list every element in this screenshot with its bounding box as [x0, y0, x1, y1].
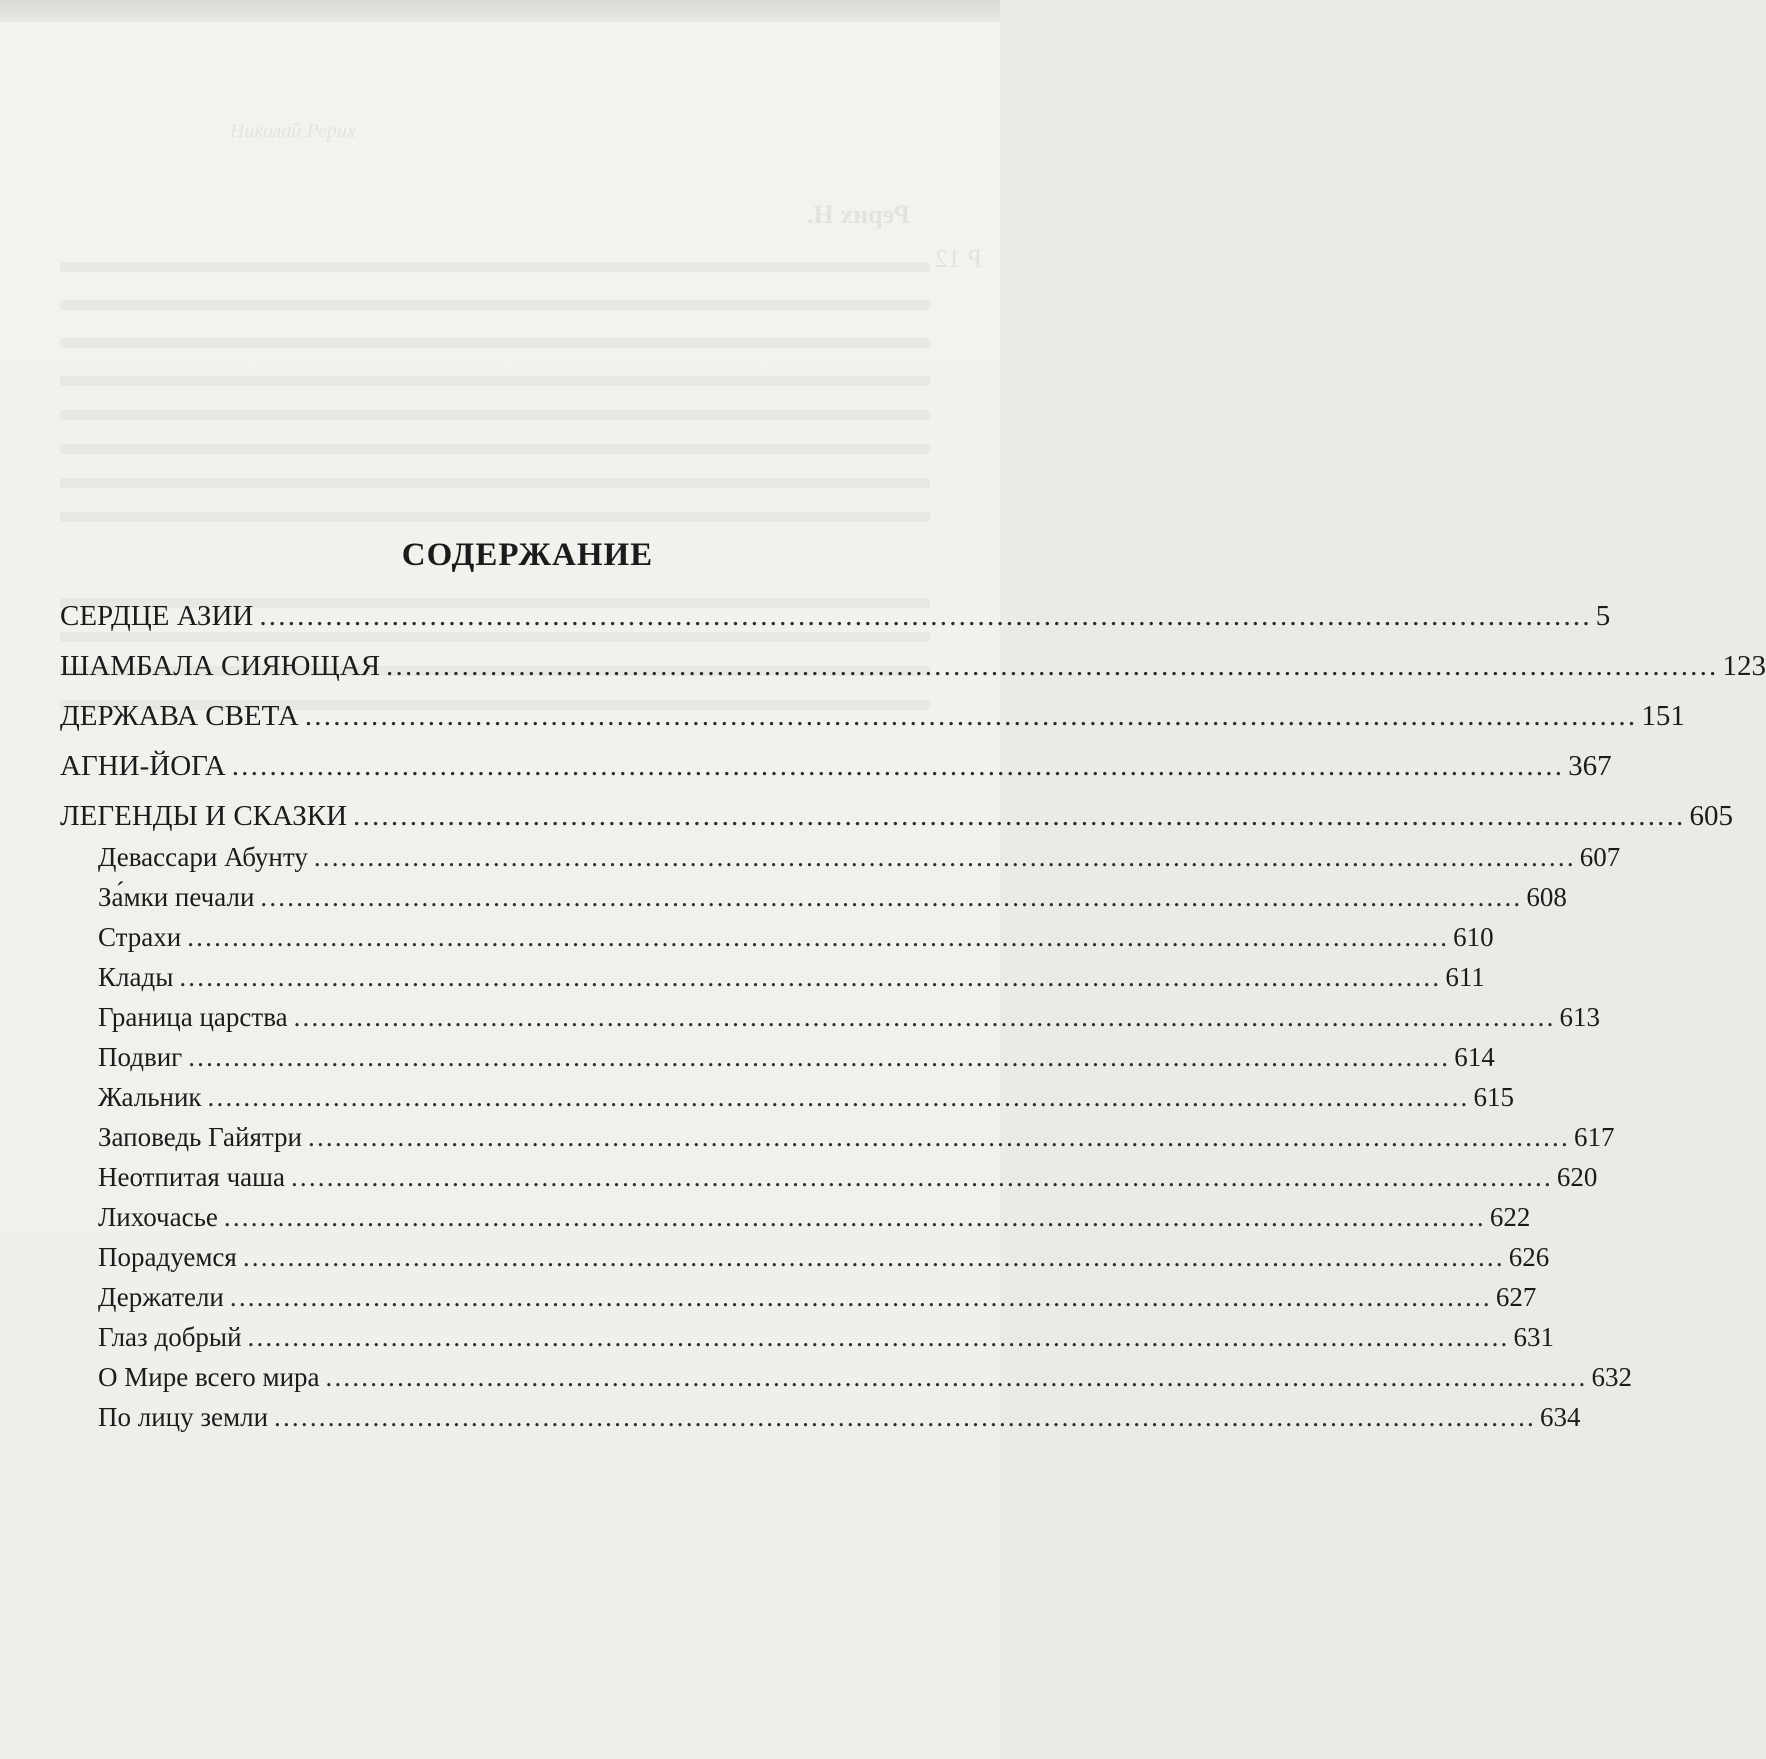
toc-entry-title: ШАМБАЛА СИЯЮЩАЯ — [60, 650, 381, 682]
toc-story-entry — [98, 1082, 1514, 1120]
toc-page-number: 617 — [1573, 1122, 1615, 1152]
dot-leader: ............................................................................................................................................. — [207, 1082, 1470, 1112]
dot-leader: ............................................................................................................................................. — [247, 1322, 1510, 1352]
toc-page-number: 611 — [1445, 962, 1485, 992]
toc-story-entry — [98, 1042, 1495, 1080]
toc-section-entry — [60, 750, 1612, 790]
toc-story-entry — [98, 1322, 1554, 1360]
toc-page-number: 367 — [1568, 750, 1612, 782]
dot-leader: ............................................................................................................................................. — [386, 650, 1719, 682]
toc-page-number: 627 — [1495, 1282, 1537, 1312]
toc-story-entry — [98, 1002, 1601, 1040]
toc-entry-title: ЛЕГЕНДЫ И СКАЗКИ — [60, 800, 348, 832]
toc-entry-title: О Мире всего мира — [98, 1362, 320, 1392]
dot-leader: ............................................................................................................................................. — [229, 1282, 1492, 1312]
dot-leader: ............................................................................................................................................. — [188, 1042, 1451, 1072]
toc-section-entry — [60, 650, 1766, 690]
toc-entry-title: Клады — [98, 962, 174, 992]
dot-leader: ............................................................................................................................................. — [242, 1242, 1505, 1272]
toc-story-entry — [98, 1242, 1550, 1280]
toc-entry-title: Порадуемся — [98, 1242, 237, 1272]
toc-story-entry — [98, 1162, 1598, 1200]
toc-page-number: 123 — [1722, 650, 1766, 682]
toc-page-number: 608 — [1526, 882, 1567, 912]
toc-entry-title: За́мки печали — [98, 882, 255, 912]
toc-entry-title: Девассари Абунту — [98, 842, 308, 872]
dot-leader: ............................................................................................................................................. — [325, 1362, 1588, 1392]
dot-leader: ............................................................................................................................................. — [231, 750, 1565, 782]
show-through-author: Рерих Н. — [807, 200, 910, 229]
toc-story-entry — [98, 1402, 1581, 1440]
dot-leader: ............................................................................................................................................. — [223, 1202, 1486, 1232]
toc-page-number: 622 — [1489, 1202, 1531, 1232]
toc-entry-title: ДЕРЖАВА СВЕТА — [60, 700, 299, 732]
dot-leader: ............................................................................................................................................. — [308, 1122, 1570, 1152]
dot-leader: ............................................................................................................................................. — [179, 962, 1442, 992]
toc-entry-title: Жальник — [98, 1082, 202, 1112]
dot-leader: ............................................................................................................................................. — [313, 842, 1576, 872]
toc-entry-title: Неотпитая чаша — [98, 1162, 285, 1192]
toc-story-entry — [98, 1362, 1632, 1400]
dot-leader: ............................................................................................................................................. — [293, 1002, 1556, 1032]
dot-leader: ............................................................................................................................................. — [353, 800, 1686, 832]
show-through-code: Р 12 — [935, 244, 982, 273]
toc-page-number: 626 — [1508, 1242, 1550, 1272]
toc-page-number: 613 — [1559, 1002, 1601, 1032]
toc-entry-title: Держатели — [98, 1282, 224, 1312]
toc-entry-title: АГНИ-ЙОГА — [60, 750, 226, 782]
toc-page-number: 634 — [1539, 1402, 1581, 1432]
toc-entry-title: Граница царства — [98, 1002, 288, 1032]
dot-leader: ............................................................................................................................................. — [187, 922, 1450, 952]
toc-page-number: 151 — [1641, 700, 1685, 732]
toc-story-entry — [98, 962, 1485, 1000]
toc-page-number: 620 — [1556, 1162, 1598, 1192]
toc-page-number: 5 — [1595, 600, 1611, 632]
toc-story-entry — [98, 922, 1494, 960]
dot-leader: ............................................................................................................................................. — [290, 1162, 1553, 1192]
toc-section-entry — [60, 600, 1611, 640]
toc-entry-title: Заповедь Гайятри — [98, 1122, 302, 1152]
dot-leader: ............................................................................................................................................. — [304, 700, 1638, 732]
toc-page-number: 605 — [1689, 800, 1733, 832]
toc-page-number: 632 — [1591, 1362, 1632, 1392]
toc-page-number: 610 — [1453, 922, 1494, 952]
toc-page-number: 615 — [1473, 1082, 1514, 1112]
toc-section-entry — [60, 800, 1733, 840]
toc-story-entry — [98, 1282, 1537, 1320]
toc-story-entry — [98, 1122, 1615, 1160]
toc-story-entry — [98, 842, 1621, 880]
dot-leader: ............................................................................................................................................. — [259, 600, 1592, 632]
toc-story-entry — [98, 882, 1567, 920]
toc-page-number: 614 — [1454, 1042, 1495, 1072]
toc-page-number: 631 — [1513, 1322, 1554, 1352]
toc-entry-title: СЕРДЦЕ АЗИИ — [60, 600, 254, 632]
dot-leader: ............................................................................................................................................. — [260, 882, 1523, 912]
toc-entry-title: Страхи — [98, 922, 182, 952]
dot-leader: ............................................................................................................................................. — [274, 1402, 1536, 1432]
page-title: СОДЕРЖАНИЕ — [401, 537, 654, 573]
toc-entry-title: Лихочасье — [98, 1202, 218, 1232]
show-through-header: Николай Рерих — [230, 120, 356, 142]
toc-section-entry — [60, 700, 1685, 740]
toc-entry-title: По лицу земли — [98, 1402, 269, 1432]
toc-page-number: 607 — [1579, 842, 1621, 872]
toc-entry-title: Глаз добрый — [98, 1322, 242, 1352]
toc-entry-title: Подвиг — [98, 1042, 183, 1072]
toc-story-entry — [98, 1202, 1531, 1240]
